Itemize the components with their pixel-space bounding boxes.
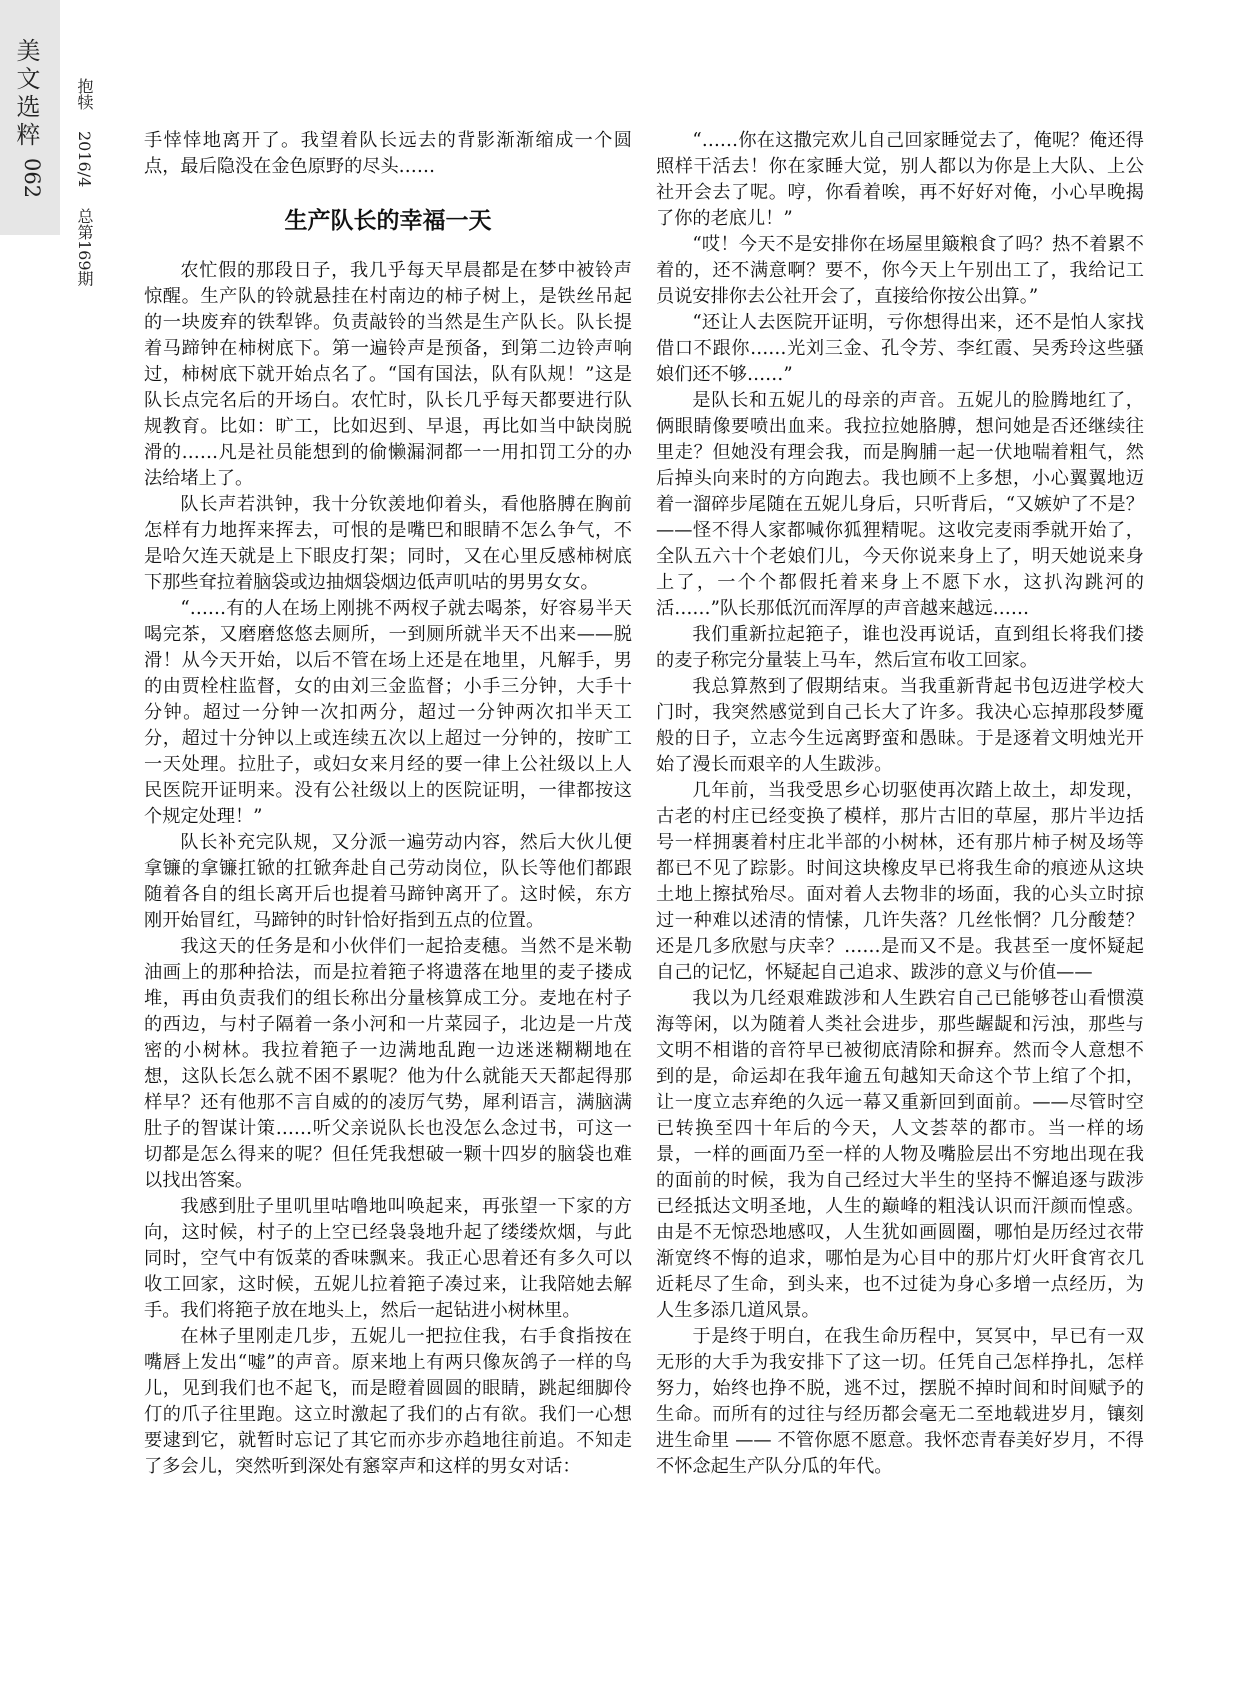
paragraph: 于是终于明白，在我生命历程中，冥冥中，早已有一双无形的大手为我安排下了这一切。任凭自己怎样挣扎，怎样努力，始终也挣不脱，逃不过，摆脱不掉时间和时间赋予的生命。而所有的过往与经历都会毫无二至地载进岁月，镶刻进生命里 —— 不管你愿不愿意。我怀恋青春美好岁月，不得不怀念起生产队分瓜的年代。	[656, 1326, 1144, 1477]
paragraph: 是队长和五妮儿的母亲的声音。五妮儿的脸腾地红了，俩眼睛像要喷出血来。我拉拉她胳膊，想问她是否还继续往里走？但她没有理会我，而是胸脯一起一伏地喘着粗气，然后掉头向来时的方向跑去。我也顾不上多想，小心翼翼地迈着一溜碎步尾随在五妮儿身后，只听背后，“又嫉妒了不是？——怪不得人家都喊你狐狸精呢。这收完麦雨季就开始了，全队五六十个老娘们儿，今天你说来身上了，明天她说来身上了，一个个都假托着来身上不愿下水，这扒沟跳河的活……”队长那低沉而浑厚的声音越来越远……	[656, 390, 1144, 619]
paragraph: 在林子里刚走几步，五妮儿一把拉住我，右手食指按在嘴唇上发出“嘘”的声音。原来地上有两只像灰鸽子一样的鸟儿，见到我们也不起飞，而是瞪着圆圆的眼睛，跳起细脚伶仃的爪子往里跑。这立时激起了我们的占有欲。我们一心想要逮到它，就暂时忘记了其它而亦步亦趋地往前追。不知走了多会儿，突然听到深处有窸窣声和这样的男女对话：	[144, 1326, 632, 1477]
page-number: 062	[20, 158, 44, 199]
paragraph: 我们重新拉起筢子，谁也没再说话，直到组长将我们搂的麦子称完分量装上马车，然后宣布收工回家。	[656, 624, 1144, 671]
paragraph: “还让人去医院开证明，亏你想得出来，还不是怕人家找借口不跟你……光刘三金、孔令芳、李红霞、吴秀玲这些骚娘们还不够……”	[656, 312, 1144, 385]
paragraph: 几年前，当我受思乡心切驱使再次踏上故土，却发现，古老的村庄已经变换了模样，那片古旧的草屋，那片半边括号一样拥裹着村庄北半部的小树林，还有那片柿子树及场等都已不见了踪影。时间这块橡皮早已将我生命的痕迹从这块土地上擦拭殆尽。面对着人去物非的场面，我的心头立时掠过一种难以述清的情愫，几许失落？几丝怅惘？几分酸楚？还是几多欣慰与庆幸？……是而又不是。我甚至一度怀疑起自己的记忆，怀疑起自己追求、跋涉的意义与价值——	[656, 780, 1144, 983]
paragraph: 队长声若洪钟，我十分钦羡地仰着头，看他胳膊在胸前怎样有力地挥来挥去，可恨的是嘴巴和眼睛不怎么争气，不是哈欠连天就是上下眼皮打架；同时，又在心里反感柿树底下那些耷拉着脑袋或边抽烟袋烟边低声叽咕的男男女女。	[144, 494, 632, 593]
issue-info	[72, 78, 96, 303]
paragraph: 我总算熬到了假期结束。当我重新背起书包迈进学校大门时，我突然感觉到自己长大了许多。我决心忘掉那段梦魇般的日子，立志今生远离野蛮和愚昧。于是逐着文明烛光开始了漫长而艰辛的人生跋涉。	[656, 676, 1144, 775]
paragraph: 我以为几经艰难跋涉和人生跌宕自己已能够苍山看惯漠海等闲，以为随着人类社会进步，那些龌龊和污浊，那些与文明不相谐的音符早已被彻底清除和摒弃。然而令人意想不到的是，命运却在我年逾五旬越知天命这个节上绾了个扣，让一度立志弃绝的久远一幕又重新回到面前。——尽管时空已转换至四十年后的今天，人文荟萃的都市。当一样的场景，一样的画面乃至一样的人物及嘴脸层出不穷地出现在我的面前的时候，我为自己经过大半生的坚持不懈追逐与跋涉已经抵达文明圣地，人生的巅峰的粗浅认识而汗颜而惶惑。由是不无惊恐地感叹，人生犹如画圆圈，哪怕是历经过衣带渐宽终不悔的追求，哪怕是为心目中的那片灯火旰食宵衣几近耗尽了生命，到头来，也不过徒为身心多增一点经历，为人生多添几道风景。	[656, 988, 1144, 1321]
paragraph: 我感到肚子里叽里咕噜地叫唤起来，再张望一下家的方向，这时候，村子的上空已经袅袅地升起了缕缕炊烟，与此同时，空气中有饭菜的香味飘来。我正心思着还有多久可以收工回家，这时候，五妮儿拉着筢子凑过来，让我陪她去解手。我们将筢子放在地头上，然后一起钻进小树林里。	[144, 1196, 632, 1321]
total-issue: 总第169期	[75, 208, 94, 288]
paragraph: “……你在这撒完欢儿自己回家睡觉去了，俺呢？俺还得照样干活去！你在家睡大觉，别人都以为你是上大队、上公社开会去了呢。哼，你看着唉，再不好好对俺，小心早晚揭了你的老底儿！”	[656, 130, 1144, 229]
paragraph: “……有的人在场上刚挑不两杈子就去喝茶，好容易半天喝完茶，又磨磨悠悠去厕所，一到厕所就半天不出来——脱滑！从今天开始，以后不管在场上还是在地里，凡解手，男的由贾栓柱监督，女的由刘三金监督；小手三分钟，大手十分钟。超过一分钟一次扣两分，超过一分钟两次扣半天工分，超过十分钟以上或连续五次以上超过一分钟的，按旷工一天处理。拉肚子，或妇女来月经的要一律上公社级以上人民医院开证明来。没有公社级以上的医院证明，一律都按这个规定处理！”	[144, 598, 632, 827]
column-name: 美文选粹	[12, 38, 40, 150]
article-title: 生产队长的幸福一天	[284, 208, 492, 234]
paragraph: 队长补充完队规，又分派一遍劳动内容，然后大伙儿便拿镰的拿镰扛锨的扛锨奔赴自己劳动岗位，队长等他们都跟随着各自的组长离开后也提着马蹄钟离开了。这时候，东方刚开始冒红，马蹄钟的时针恰好指到五点的位置。	[144, 832, 632, 931]
right-column	[656, 128, 1144, 1480]
magazine-name: 抱犊	[75, 78, 94, 110]
issue-date: 2016/4	[75, 131, 94, 188]
paragraph: “哎！今天不是安排你在场屋里簸粮食了吗？热不着累不着的，还不满意啊？要不，你今天上午别出工了，我给记工员说安排你去公社开会了，直接给你按公出算。”	[656, 234, 1144, 307]
paragraph: 我这天的任务是和小伙伴们一起拾麦穗。当然不是米勒油画上的那种拾法，而是拉着筢子将遗落在地里的麦子搂成堆，再由负责我们的组长称出分量核算成工分。麦地在村子的西边，与村子隔着一条小河和一片菜园子，北边是一片茂密的小树林。我拉着筢子一边满地乱跑一边迷迷糊糊地在想，这队长怎么就不困不累呢？他为什么就能天天都起得那样早？还有他那不言自威的的凌厉气势，犀利语言，满脑满肚子的智谋计策……听父亲说队长也没怎么念过书，可这一切都是怎么得来的呢？但任凭我想破一颗十四岁的脑袋也难以找出答案。	[144, 936, 632, 1191]
margin-tab	[0, 0, 60, 235]
paragraph: 农忙假的那段日子，我几乎每天早晨都是在梦中被铃声惊醒。生产队的铃就悬挂在村南边的柿子树上，是铁丝吊起的一块废弃的铁犁铧。负责敲铃的当然是生产队长。队长提着马蹄钟在柿树底下。第一遍铃声是预备，到第二边铃声响过，柿树底下就开始点名了。“国有国法，队有队规！”这是队长点完名后的开场白。农忙时，队长几乎每天都要进行队规教育。比如：旷工，比如迟到、早退，再比如当中缺岗脱滑的……凡是社员能想到的偷懒漏洞都一一用扣罚工分的办法给堵上了。	[144, 260, 632, 489]
left-column	[144, 128, 632, 1480]
intro-paragraph: 手悻悻地离开了。我望着队长远去的背影渐渐缩成一个圆点，最后隐没在金色原野的尽头……	[144, 130, 632, 177]
